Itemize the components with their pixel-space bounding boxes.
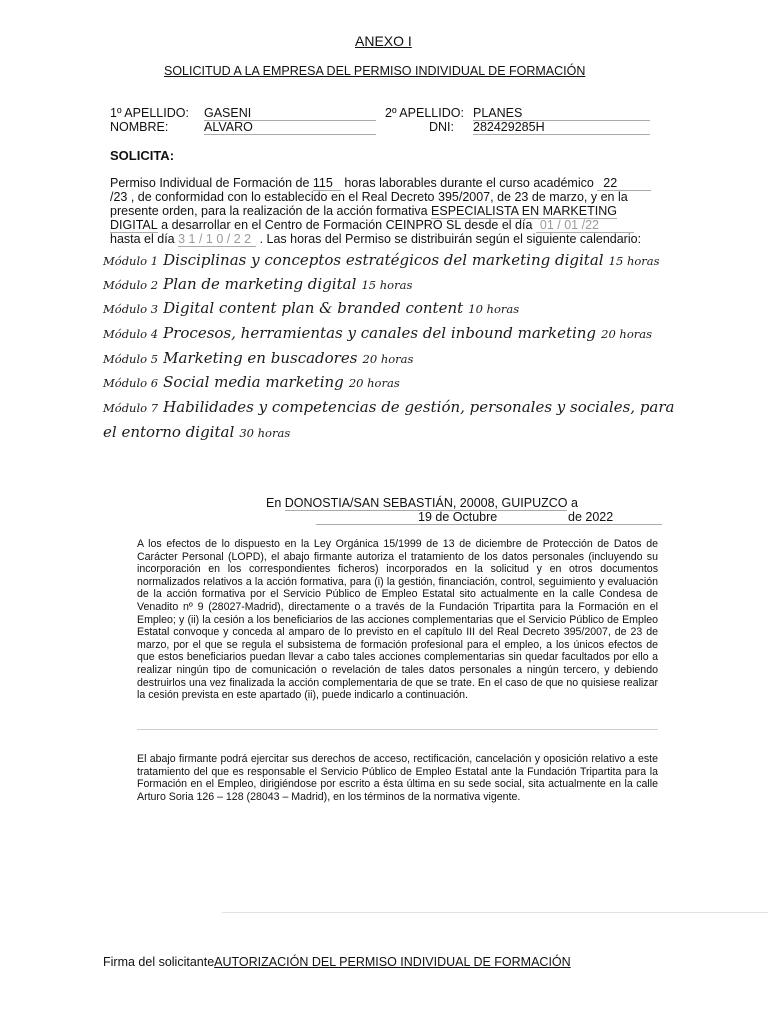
modulo-hours: 10 horas (468, 302, 520, 316)
solicita-heading: SOLICITA: (110, 148, 175, 163)
lugar-prefix: En (266, 496, 285, 510)
apellido1-field[interactable] (204, 106, 376, 121)
lugar-line (266, 496, 578, 511)
modulo-hours: 30 horas (239, 426, 291, 440)
apellido2-label: 2º APELLIDO: (385, 106, 464, 120)
nombre-value: ALVARO (204, 120, 253, 134)
nombre-field[interactable] (204, 120, 376, 135)
desde-field[interactable] (536, 218, 634, 233)
dni-label: DNI: (429, 120, 454, 134)
autorizacion-heading: AUTORIZACIÓN DEL PERMISO INDIVIDUAL DE FORMACIÓN (214, 955, 571, 969)
accion-value-b: DIGITAL (110, 218, 158, 232)
signature-divider (222, 912, 768, 913)
ciudad-value: DONOSTIA/SAN SEBASTIÁN, 20008, GUIPUZCO (284, 496, 568, 510)
hasta-field[interactable] (178, 232, 256, 247)
modulo-prefix: Módulo 7 (103, 401, 159, 415)
solicita-text-4: a desarrollar en el Centro de Formación CEINPRO SL desde el día (157, 218, 536, 232)
solicita-line-3 (110, 204, 617, 219)
dni-field[interactable] (473, 120, 650, 135)
modulo-name: Social media marketing (163, 373, 344, 391)
dni-value: 282429285H (473, 120, 545, 134)
modulo-prefix: Módulo 6 (103, 376, 159, 390)
lopd-paragraph: A los efectos de lo dispuesto en la Ley Orgánica 15/1999 de 13 de diciembre de Protección de Datos de Carácter Personal (LOPD), el abajo firmante autoriza el tratamiento de los datos personales (incluyendo su incorporación en los correspondientes ficheros) incorporados en la solicitud y en otros documentos normalizados relativos a la acción formativa, para (i) la gestión, financiación, control, seguimiento y evaluación de la acción formativa por el Servicio Público de Empleo Estatal sito actualmente en la calle Condesa de Venadito nº 9 (28027-Madrid), directamente o a través de la Fundación Tripartita para la Formación en el Empleo; y (ii) la cesión a los beneficiarios de las acciones complementarias que el Servicio Público de Empleo Estatal convoque y conceda al amparo de lo previsto en el capítulo III del Real Decreto 395/2007, de 23 de marzo, por el que se regula el subsistema de formación profesional para el empleo, a los únicos efectos de que estos beneficiarios puedan llevar a cabo tales acciones complementarias sin quedar facultados por ello a realizar ningún tipo de comunicación o revelación de tales datos personales a ningún tercero, y debiendo destruirlos una vez finalizada la acción complementaria de que se trate. En el caso de que no quisiese realizar la cesión prevista en este apartado (ii), puede indicarlo a continuación. (137, 538, 658, 702)
modulo-1 (103, 250, 660, 269)
solicita-text-5b: . Las horas del Permiso se distribuirán según el siguiente calendario: (256, 232, 642, 246)
modulo-4 (103, 323, 652, 342)
desde-value: 01 / 01 /22 (539, 218, 599, 232)
curso-value-a: 22 (603, 176, 618, 190)
solicita-text-5a: hasta el día (110, 232, 179, 246)
modulo-name: Marketing en buscadores (163, 349, 358, 367)
ciudad-field[interactable] (285, 496, 568, 511)
accion-field-cont[interactable] (110, 218, 158, 233)
modulo-prefix: Módulo 2 (103, 278, 159, 292)
curso-field[interactable] (597, 176, 651, 191)
modulo-hours: 15 horas (361, 278, 413, 292)
solicita-line-5 (110, 232, 641, 247)
apellido2-value: PLANES (473, 106, 523, 120)
document-subtitle: SOLICITUD A LA EMPRESA DEL PERMISO INDIVIDUAL DE FORMACIÓN (164, 64, 586, 78)
apellido1-value: GASENI (204, 106, 252, 120)
modulo-2 (103, 274, 412, 293)
solicita-line-2 (110, 190, 628, 204)
modulo-hours: 20 horas (601, 327, 653, 341)
modulo-name: Digital content plan & branded content (163, 299, 464, 317)
modulo-name: Plan de marketing digital (163, 275, 357, 293)
lugar-suffix: a (567, 496, 578, 510)
modulo-name: Procesos, herramientas y canales del inbound marketing (163, 324, 597, 342)
modulo-name: Habilidades y competencias de gestión, personales y sociales, para (163, 398, 675, 416)
solicita-text-3: presente orden, para la realización de la acción formativa (110, 204, 432, 218)
apellido1-label: 1º APELLIDO: (110, 106, 189, 120)
firma-label: Firma del solicitante (103, 955, 215, 969)
apellido2-field[interactable] (473, 106, 650, 121)
firma-solicitante (103, 955, 571, 969)
derechos-paragraph: El abajo firmante podrá ejercitar sus derechos de acceso, rectificación, cancelación y oposición relativo a este tratamiento del que es responsable el Servicio Público de Empleo Estatal ante la Fundación Tripartita para la Formación en el Empleo, dirigiéndose por escrito a ésta última en su sede social, sita actualmente en la calle Arturo Soria 126 – 128 (28043 – Madrid), en los términos de la normativa vigente. (137, 753, 658, 803)
curso-value-b: /23 (110, 190, 128, 204)
modulo-prefix: Módulo 4 (103, 327, 159, 341)
modulo-6 (103, 372, 400, 391)
nombre-label: NOMBRE: (110, 120, 169, 134)
modulo-hours: 20 horas (362, 352, 414, 366)
modulo-7 (103, 397, 674, 416)
document-title: ANEXO I (355, 33, 412, 49)
accion-field[interactable] (431, 204, 617, 219)
modulo-name: Disciplinas y conceptos estratégicos del marketing digital (163, 251, 604, 269)
horas-field[interactable] (313, 176, 341, 191)
modulo-prefix: Módulo 3 (103, 302, 159, 316)
solicita-line-4 (110, 218, 634, 233)
accion-value-a: ESPECIALISTA EN MARKETING (431, 204, 617, 218)
modulo-prefix: Módulo 5 (103, 352, 159, 366)
dia-mes-value: 19 de Octubre (418, 510, 498, 524)
modulo-hours: 15 horas (608, 254, 660, 268)
horas-value: 115 (312, 176, 333, 190)
modulo-5 (103, 348, 413, 367)
modulo-3 (103, 298, 519, 317)
hasta-value: 3 1 / 1 0 / 2 2 (178, 232, 252, 246)
modulo-7-cont (103, 422, 290, 441)
solicita-text-1b: horas laborables durante el curso académico (340, 176, 598, 190)
anio-value: de 2022 (568, 510, 614, 524)
lopd-opt-out-line[interactable] (137, 729, 658, 730)
solicita-line-1 (110, 176, 651, 191)
modulo-name-cont: el entorno digital (103, 423, 235, 441)
modulo-prefix: Módulo 1 (103, 254, 159, 268)
fecha-field[interactable] (316, 510, 662, 525)
solicita-text-1a: Permiso Individual de Formación de (110, 176, 313, 190)
solicita-text-2: , de conformidad con lo establecido en el Real Decreto 395/2007, de 23 de marzo, y en la (127, 190, 628, 204)
modulo-hours: 20 horas (348, 376, 400, 390)
